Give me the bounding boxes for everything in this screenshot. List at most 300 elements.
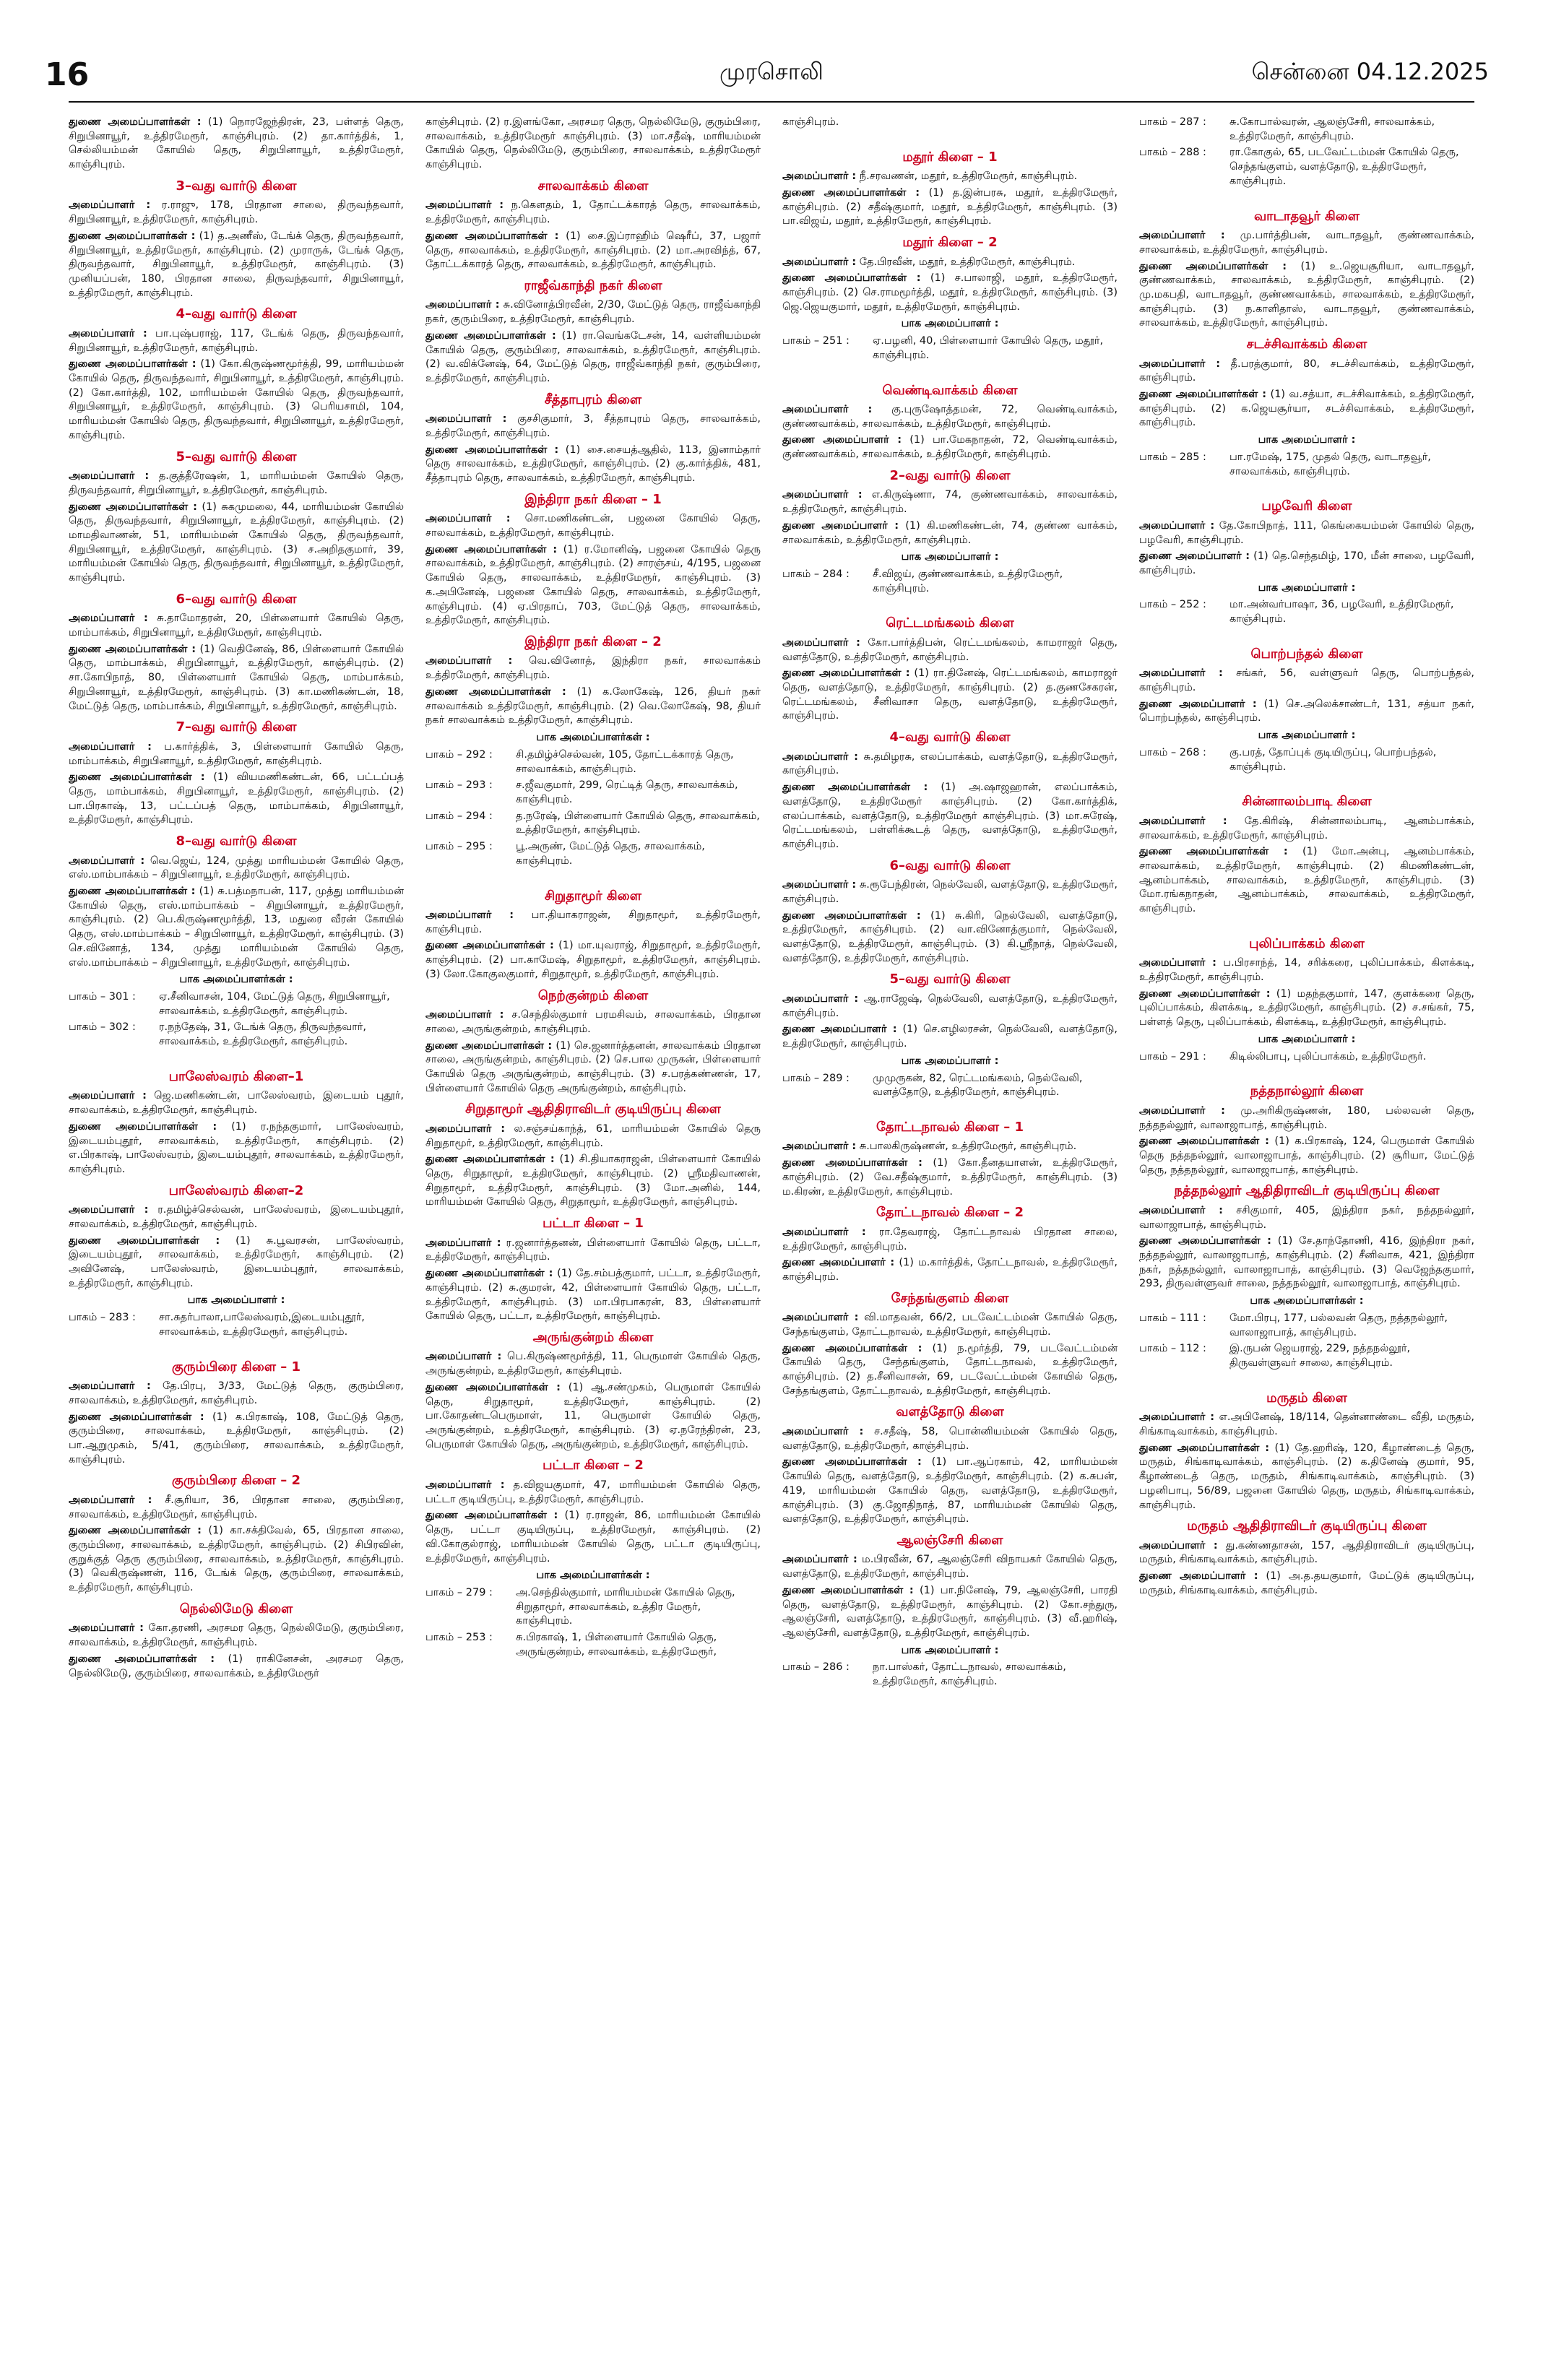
member-entry [782,186,1118,229]
member-entry [782,488,1118,516]
page-number: 16 [45,56,90,93]
role-label: அமைப்பாளர் : [782,992,859,1005]
role-label: அமைப்பாளர் : [425,199,504,212]
member-entry [1139,1539,1474,1567]
role-label: துணை அமைப்பாளர் : [782,434,902,446]
branch-heading: வாடாதவூர் கிளை [1253,208,1360,224]
booth-entry [425,748,761,776]
branch-heading: மருதம் ஆதிதிராவிடர் குடியிருப்பு கிளை [1187,1518,1427,1534]
member-details: ர.ஜனார்த்தனன், பிள்ளையார் கோயில் தெரு, பட்டா, உத்திரமேரூர், காஞ்சிபுரம். [425,1237,761,1263]
member-details: (1) சு.பத்மநாபன், 117, முத்து மாரியம்மன் கோயில் தெரு, எஸ்.மாம்பாக்கம் – சிறுபினாயூர், உத்திரமேரூர், காஞ்சிபுரம். (2) பெ.கிருஷ்ணமூர்த்தி, 13, மதுரை வீரன் கோயில் தெரு, எஸ்.மாம்பாக்கம் – சிறுபினாயூர், உத்திரமேரூர், காஞ்சிபுரம். (3) செ.வினோத், 134, முத்து மாரியம்மன் கோயில் தெரு, எஸ்.மாம்பாக்கம் – சிறுபினாயூர், உத்திரமேரூர், காஞ்சிபுரம். [69,886,404,969]
role-label: துணை அமைப்பாளர்கள் : [69,1525,202,1537]
member-details: (1) சு.பூவரசன், பாலேஸ்வரம், இடையம்புதூர், சாலவாக்கம், உத்திரமேரூர், காஞ்சிபுரம். (2) அவினேஷ், பாலேஸ்வரம், இடையம்புதூர், சாலவாக்கம், உத்திரமேரூர், காஞ்சிபுரம். [69,1234,404,1289]
member-details: தீ.பரத்குமார், 80, சடச்சிவாக்கம், உத்திரமேரூர், காஞ்சிபுரம். [1139,358,1474,384]
member-details: (1) சி.தியாகராஜன், பிள்ளையார் கோயில் தெரு, சிறுதாமூர், உத்திரமேரூர், காஞ்சிபுரம். (2) ஸ்ரீமதிவாணன், சிறுதாமூர், உத்திரமேரூர், காஞ்சிபுரம். (3) மோ.அனில், 144, மாரியம்மன் கோயில் தெரு, சிறுதாமூர், உத்திரமேரூர், காஞ்சிபுரம். [425,1154,761,1208]
subheading: பாக அமைப்பாளர் : [1258,581,1356,594]
branch-heading: குரும்பிரை கிளை – 1 [171,1359,301,1375]
member-details: சு.ரூபேந்திரன், நெல்வேலி, வளத்தோடு, உத்திரமேரூர், காஞ்சிபுரம். [782,879,1118,905]
member-entry [425,654,761,683]
role-label: துணை அமைப்பாளர்கள் : [425,543,558,555]
booth-number: பாகம் – 302 : [69,1021,136,1034]
member-entry [69,1120,404,1177]
member-details: (1) ரா.தினேஷ், ரெட்டமங்கலம், காமராஜர் தெரு, வளத்தோடு, உத்திரமேரூர், காஞ்சிபுரம். (2) த.குணசேகரன், ரெட்டமங்கலம், சீனிவாசா தெரு, வளத்தோடு, உத்திரமேரூர், காஞ்சிபுரம். [782,667,1118,722]
member-entry [782,1140,1118,1154]
member-entry [782,909,1118,966]
branch-heading: 4–வது வார்டு கிளை [889,730,1011,745]
subheading: பாக அமைப்பாளர் : [1258,434,1356,446]
member-details: சசிகுமார், 405, இந்திரா நகர், நத்தநல்லூர், வாலாஜாபாத், காஞ்சிபுரம். [1139,1204,1474,1231]
role-label: துணை அமைப்பாளர்கள் : [782,1456,922,1468]
branch-heading: சாலவாக்கம் கிளை [537,178,649,194]
role-label: துணை அமைப்பாளர்கள் : [69,886,196,897]
member-entry [425,230,761,272]
booth-number: பாகம் – 268 : [1139,746,1206,758]
member-entry [782,403,1118,431]
role-label: துணை அமைப்பாளர்கள் : [782,667,910,680]
spacer [1139,191,1474,203]
member-entry [1139,1570,1474,1598]
booth-detail: இ.ருபன் ஜெயராஜ், 229, நத்தநல்லூர், திருவள்ளுவர் சாலை, காஞ்சிபுரம். [1229,1343,1411,1369]
member-details: (1) ர.ராஜன், 86, மாரியம்மன் கோயில் தெரு, பட்டா குடியிருப்பு, உத்திரமேரூர், காஞ்சிபுரம். (2) வி.கோகுல்ராஜ், மாரியம்மன் கோயில் தெரு, பட்டா குடியிருப்பு, உத்திரமேரூர், காஞ்சிபுரம். [425,1510,761,1565]
booth-detail: ர.நந்தேஷ், 31, டேங்க் தெரு, திருவந்தவார், சாலவாக்கம், உத்திரமேரூர், காஞ்சிபுரம். [159,1021,366,1048]
branch-heading: பழவேரி கிளை [1261,498,1352,514]
booth-number: பாகம் – 252 : [1139,599,1206,611]
member-entry [69,1622,404,1650]
member-entry [425,685,761,728]
member-entry [69,116,404,173]
role-label: துணை அமைப்பாளர்கள் : [69,643,196,655]
branch-heading: மதூர் கிளை – 1 [902,149,998,165]
role-label: அமைப்பாளர் : [782,1141,857,1153]
subheading: பாக அமைப்பாளர்கள் : [536,732,650,744]
member-details: (1) ரா.வெங்கடேசன், 14, வள்ளியம்மன் கோயில் தெரு, குரும்பிரை, சாலவாக்கம், உத்திரமேரூர், காஞ்சிபுரம். (2) வ.விக்னேஷ், 64, மேட்டுத் தெரு, ராஜீவ்காந்தி நகர், குரும்பிரை, உத்திரமேரூர், காஞ்சிபுரம். [425,329,761,384]
member-entry [69,199,404,227]
role-label: அமைப்பாளர் : [69,199,151,212]
member-entry [782,1023,1118,1051]
role-label: துணை அமைப்பாளர்கள் : [425,1510,558,1522]
member-entry [1139,229,1474,257]
member-details: ச.சதீஷ், 58, பொன்னியம்மன் கோயில் தெரு, வளத்தோடு, உத்திரமேரூர், காஞ்சிபுரம். [782,1425,1118,1452]
branch-heading: 2–வது வார்டு கிளை [889,467,1011,483]
role-label: அமைப்பாளர் : [69,1090,147,1102]
member-details: (1) சை.இப்ராஹிம் ஷெரீப், 37, பஜார் தெரு, சாலவாக்கம், உத்திரமேரூர், காஞ்சிபுரம். (2) மா.அரவிந்த், 67, தோட்டக்காரத் தெரு, சாலவாக்கம், உத்திரமேரூர், காஞ்சிபுரம். [425,230,761,271]
role-label: அமைப்பாளர் : [782,170,857,183]
member-entry [782,878,1118,906]
booth-detail: ஏ.பழனி, 40, பிள்ளையார் கோயில் தெரு, மதூர், காஞ்சிபுரம். [873,335,1104,361]
spacer [69,1052,404,1063]
member-details: எ.அபினேஷ், 18/114, தென்னாண்டை வீதி, மருதம், சிங்காடிவாக்கம், காஞ்சிபுரம். [1139,1411,1474,1437]
role-label: துணை அமைப்பாளர்கள் : [69,358,196,371]
subheading: பாக அமைப்பாளர்கள் : [536,1570,650,1582]
branch-heading: பொற்பந்தல் கிளை [1250,646,1363,662]
role-label: துணை அமைப்பாளர்கள் : [425,329,556,342]
booth-number: பாகம் – 111 : [1139,1312,1206,1324]
member-entry [69,230,404,301]
role-label: அமைப்பாளர் : [1139,230,1225,242]
member-details: தே.கிரிஷ், சின்னாலம்பாடி, ஆனம்பாக்கம், சாலவாக்கம், உத்திரமேரூர், காஞ்சிபுரம். [1139,815,1474,841]
member-details: சீ.சூரியா, 36, பிரதான சாலை, குரும்பிரை, சாலவாக்கம், உத்திரமேரூர், காஞ்சிபுரம். [69,1494,404,1520]
role-label: அமைப்பாளர் : [782,404,873,416]
branch-heading: 4–வது வார்டு கிளை [176,306,297,322]
column-2 [425,116,761,2362]
branch-heading: சின்னாலம்பாடி கிளை [1242,794,1372,810]
booth-entry [1139,1342,1474,1370]
member-details: வி.மாதவன், 66/2, படவேட்டம்மன் கோயில் தெரு, சேந்தங்குளம், தோட்டநாவல், உத்திரமேரூர், காஞ்சிபுரம். [782,1312,1118,1338]
booth-entry [69,990,404,1018]
role-label: அமைப்பாளர் : [69,327,147,339]
role-label: அமைப்பாளர் : [69,854,145,867]
branch-heading: சீத்தாபுரம் கிளை [544,391,642,407]
branch-heading: சிறுதாமூர் கிளை [545,888,641,904]
member-details: (1) பா.ஆப்ரகாம், 42, மாரியம்மன் கோயில் தெரு, வளத்தோடு, உத்திரமேரூர், காஞ்சிபுரம். (2) க.சுபன், 419, மாரியம்மன் கோயில் தெரு, வளத்தோடு, உத்திரமேரூர், காஞ்சிபுரம். (3) கு.ஜோதிநாத், 87, மாரியம்மன் கோயில் தெரு, வளத்தோடு, உத்திரமேரூர், காஞ்சிபுரம். [782,1456,1118,1526]
booth-detail: பூ.அருண், மேட்டுத் தெரு, சாலவாக்கம், காஞ்சிபுரம். [516,841,705,867]
role-label: துணை அமைப்பாளர்கள் : [425,230,559,242]
member-entry [782,1425,1118,1453]
role-label: அமைப்பாளர் : [69,613,148,625]
booth-detail: பா.ரமேஷ், 175, முதல் தெரு, வாடாதவூர், சாலவாக்கம், காஞ்சிபுரம். [1229,451,1431,477]
member-entry [782,992,1118,1021]
member-details: சொ.மணிகண்டன், பஜனை கோயில் தெரு, சாலவாக்கம், உத்திரமேரூர், காஞ்சிபுரம். [425,513,761,539]
member-entry [69,854,404,883]
member-entry [425,1509,761,1566]
role-label: துணை அமைப்பாளர்கள் : [69,1234,220,1247]
subheading: பாக அமைப்பாளர் : [901,318,999,330]
member-entry [425,1153,761,1210]
booth-entry [425,779,761,807]
branch-heading: நெல்லிமேடு கிளை [179,1601,293,1617]
member-details: (1) வியமணிகண்டன், 66, பட்டப்பத் தெரு, மாம்பாக்கம், சிறுபினாயூர், உத்திரமேரூர், காஞ்சிபுரம். (2) பா.பிரகாஷ், 13, பட்டப்பத் தெரு, மாம்பாக்கம், சிறுபினாயூர், உத்திரமேரூர், காஞ்சிபுரம். [69,771,404,826]
member-entry [1139,1204,1474,1232]
member-details: (1) ச.பாலாஜி, மதூர், உத்திரமேரூர், காஞ்சிபுரம். (2) செ.ராமமூர்த்தி, மதூர், உத்திரமேரூர், காஞ்சிபுரம். (3) ஜெ.ஜெயகுமார், மதூர், உத்திரமேரூர், காஞ்சிபுரம். [782,272,1118,313]
member-details: (1) க.லோகேஷ், 126, தியர் நகர் சாலவாக்கம் உத்திரமேரூர், காஞ்சிபுரம். (2) வெ.லோகேஷ், 98, தியர் நகர் சாலவாக்கம் உத்திரமேரூர், காஞ்சிபுரம். [425,685,761,727]
spacer [782,132,1118,144]
member-details: ந.கௌதம், 1, தோட்டக்காரத் தெரு, சாலவாக்கம், உத்திரமேரூர், காஞ்சிபுரம். [425,199,761,226]
branch-heading: நத்தநல்லூர் ஆதிதிராவிடர் குடியிருப்பு கிளை [1174,1183,1440,1199]
member-details: (1) தெ.செந்தமிழ், 170, மீன் சாலை, பழவேரி, காஞ்சிபுரம். [1139,550,1474,576]
role-label: அமைப்பாளர் : [782,1312,859,1324]
booth-number: பாகம் – 294 : [425,810,493,822]
dateline: சென்னை 04.12.2025 [1251,58,1489,85]
booth-entry [1139,451,1474,479]
role-label: அமைப்பாளர் : [425,413,507,425]
role-label: அமைப்பாளர் : [69,1494,152,1506]
branch-heading: சிறுதாமூர் ஆதிதிராவிடர் குடியிருப்பு கிளை [465,1102,721,1117]
member-entry [1139,519,1474,548]
member-entry [69,1234,404,1291]
role-label: துணை அமைப்பாளர்கள் : [69,771,205,784]
role-label: அமைப்பாளர் : [69,740,152,753]
member-details: மு.பார்த்திபன், வாடாதவூர், குண்ணவாக்கம், சாலவாக்கம், உத்திரமேரூர், காஞ்சிபுரம். [1139,230,1474,256]
member-entry [782,433,1118,462]
member-entry [425,909,761,937]
spacer [1139,1373,1474,1385]
member-entry [69,1203,404,1232]
booth-detail: மோ.பிரபு, 177, பல்லவன் தெரு, நத்தநல்லூர், வாலாஜாபாத், காஞ்சிபுரம். [1229,1312,1448,1338]
article-columns [69,116,1474,2362]
booth-detail: சு.கோபால்வரன், ஆலஞ்சேரி, சாலவாக்கம், உத்திரமேரூர், காஞ்சிபுரம். [1229,116,1435,142]
branch-heading: 7–வது வார்டு கிளை [176,719,297,735]
member-entry [782,519,1118,548]
role-label: துணை அமைப்பாளர்கள் : [1139,1135,1269,1148]
member-entry [69,1380,404,1408]
member-entry [425,1039,761,1096]
member-details: (1) கா.சக்திவேல், 65, பிரதான சாலை, குரும்பிரை, சாலவாக்கம், உத்திரமேரூர், காஞ்சிபுரம். (2) சிபிரவின், குறுக்குத் தெரு குரும்பிரை, சாலவாக்கம், உத்திரமேரூர், காஞ்சிபுரம். (3) வெகிருஷ்ணன், 116, டேங்க் தெரு, குரும்பிரை, சாலவாக்கம், உத்திரமேரூர், காஞ்சிபுரம். [69,1525,404,1594]
branch-heading: ரெட்டமங்கலம் கிளை [886,615,1014,631]
member-entry [782,116,1118,130]
booth-number: பாகம் – 289 : [782,1072,850,1084]
member-entry [69,1494,404,1522]
member-details: (1) த.அணீஸ், டேங்க் தெரு, திருவந்தவார், சிறுபினாயூர், உத்திரமேரூர், காஞ்சிபுரம். (2) முராருக், டேங்க் தெரு, திருவந்தவார், சிறுபினாயூர், உத்திரமேரூர், காஞ்சிபுரம். (3) முனியப்பன், 180, பிரதான சாலை, திருவந்தவார், சிறுபினாயூர், உத்திரமேரூர், காஞ்சிபுரம். [69,230,404,299]
member-details: (1) சுகமுமலை, 44, மாரியம்மன் கோயில் தெரு, திருவந்தவார், சிறுபினாயூர், உத்திரமேரூர், காஞ்சிபுரம். (2) மாமதிவாணன், 51, மாரியம்மன் கோயில் தெரு, திருவந்தவார், சிறுபினாயூர், உத்திரமேரூர், காஞ்சிபுரம். (3) ச.அறிதகுமார், 39, மாரியம்மன் கோயில் தெரு, திருவந்தவார், சிறுபினாயூர், உத்திரமேரூர், காஞ்சிபுரம். [69,501,404,584]
newspaper-title: முரசொலி [719,58,824,85]
member-details: மு.அரிகிருஷ்ணன், 180, பல்லவன் தெரு, நத்தநல்லூர், வாலாஜாபாத், காஞ்சிபுரம். [1139,1104,1474,1131]
role-label: துணை அமைப்பாளர்கள் : [782,1584,914,1596]
column-3 [782,116,1118,2362]
member-details: (1) ம.கார்த்திக், தோட்டநாவல், உத்திரமேரூர், காஞ்சிபுரம். [782,1257,1118,1283]
spacer [782,598,1118,610]
branch-heading: புலிப்பாக்கம் கிளை [1249,935,1365,951]
member-details: தே.கோபிநாத், 111, கெங்கையம்மன் கோயில் தெரு, பழவேரி, காஞ்சிபுரம். [1139,519,1474,546]
member-details: (1) பா.மேகநாதன், 72, வெண்டிவாக்கம், குண்ணவாக்கம், சாலவாக்கம், உத்திரமேரூர், காஞ்சிபுரம். [782,434,1118,461]
branch-heading: 8–வது வார்டு கிளை [176,834,297,849]
role-label: அமைப்பாளர் : [69,1380,151,1393]
member-entry [782,272,1118,314]
member-entry [1139,1135,1474,1177]
member-details: (1) ஆ.சண்முகம், பெருமாள் கோயில் தெரு, சிறுதாமூர், உத்திரமேரூர், காஞ்சிபுரம். (2) பா.கோதண்டபெருமாள், 11, பெருமாள் கோயில் தெரு, அருங்குன்றம், உத்திரமேரூர், காஞ்சிபுரம். (3) ஏ.நரேந்திரன், 23, பெருமாள் கோயில் தெரு, அருங்குன்றம், உத்திரமேரூர், காஞ்சிபுரம். [425,1381,761,1450]
booth-number: பாகம் – 293 : [425,779,493,792]
member-details: (1) மதந்தகுமார், 147, குளக்கரை தெரு, புலிப்பாக்கம், கிளக்கடி, உத்திரமேரூர், காஞ்சிபுரம். (2) ச.சங்கர், 75, பள்ளத் தெரு, புலிப்பாக்கம், கிளக்கடி, உத்திரமேரூர், காஞ்சிபுரம். [1139,987,1474,1029]
member-entry [1139,550,1474,578]
role-label: துணை அமைப்பாளர்கள் : [782,909,921,922]
member-entry [782,1553,1118,1581]
booth-entry [782,568,1118,596]
booth-number: பாகம் – 253 : [425,1632,493,1644]
role-label: அமைப்பாளர் : [1139,519,1215,532]
role-label: துணை அமைப்பாளர்கள் : [69,1120,217,1133]
member-details: குசசிகுமார், 3, சீத்தாபுரம் தெரு, சாலவாக்கம், உத்திரமேரூர், காஞ்சிபுரம். [425,413,761,439]
member-entry [782,1311,1118,1339]
booth-entry [425,810,761,838]
member-entry [69,1653,404,1681]
member-details: (1) மோ.அன்பு, ஆனம்பாக்கம், சாலவாக்கம், உத்திரமேரூர், காஞ்சிபுரம். (2) கிமணிகண்டன், ஆனம்பாக்கம், சாலவாக்கம், உத்திரமேரூர், காஞ்சிபுரம். (3) மோ.ரங்கநாதன், ஆனம்பாக்கம், சாலவாக்கம், உத்திரமேரூர், காஞ்சிபுரம். [1139,846,1474,915]
branch-heading: ஆலஞ்சேரி கிளை [896,1532,1003,1548]
member-details: (1) ர.நந்தகுமார், பாலேஸ்வரம், இடையம்புதூர், சாலவாக்கம், உத்திரமேரூர், காஞ்சிபுரம். (2) எ.பிரகாஷ், பாலேஸ்வரம், இடையம்புதூர், சாலவாக்கம், உத்திரமேரூர், காஞ்சிபுரம். [69,1120,404,1175]
booth-entry [69,1311,404,1339]
member-entry [782,1455,1118,1527]
role-label: துணை அமைப்பாளர்கள் : [425,1268,553,1280]
role-label: அமைப்பாளர் : [1139,1104,1225,1117]
branch-heading: பட்டா கிளை – 1 [543,1216,644,1232]
role-label: அமைப்பாளர் : [425,1009,504,1021]
branch-heading: வெண்டிவாக்கம் கிளை [882,382,1018,398]
member-details: வெ.ஜெய், 124, முத்து மாரியம்மன் கோயில் தெரு, எஸ்.மாம்பாக்கம் – சிறுபினாயூர், உத்திரமேரூர், காஞ்சிபுரம். [69,854,404,881]
member-entry [782,1226,1118,1254]
booth-entry [1139,746,1474,774]
member-entry [425,543,761,628]
member-details: பெ.கிருஷ்ணமூர்த்தி, 11, பெருமாள் கோயில் தெரு, அருங்குன்றம், உத்திரமேரூர், காஞ்சிபுரம். [425,1351,761,1377]
member-details: எ.கிருஷ்ணா, 74, குண்ணவாக்கம், சாலவாக்கம், உத்திரமேரூர், காஞ்சிபுரம். [782,489,1118,516]
branch-heading: அருங்குன்றம் கிளை [532,1329,654,1345]
booth-number: பாகம் – 288 : [1139,147,1206,159]
member-entry [425,199,761,227]
member-details: (1) பா.நினேஷ், 79, ஆலஞ்சேரி, பாரதி தெரு, வளத்தோடு, உத்திரமேரூர், காஞ்சிபுரம். (2) கோ.சந்துரு, ஆலஞ்சேரி, வளத்தோடு, உத்திரமேரூர், காஞ்சிபுரம். (3) வீ.ஹரிஷ், ஆலஞ்சேரி, வளத்தோடு, உத்திரமேரூர், காஞ்சிபுரம். [782,1584,1118,1639]
role-label: அமைப்பாளர் : [69,1204,149,1216]
member-details: (1) செ.எழிலரசன், நெல்வேலி, வளத்தோடு, உத்திரமேரூர், காஞ்சிபுரம். [782,1024,1118,1050]
member-entry [425,1381,761,1453]
branch-heading: தோட்டநாவல் கிளை – 2 [876,1205,1024,1221]
member-entry [69,643,404,714]
booth-number: பாகம் – 284 : [782,568,850,580]
role-label: துணை அமைப்பாளர் : [1139,1570,1258,1583]
role-label: துணை அமைப்பாளர்கள் : [782,1342,922,1354]
member-entry [425,512,761,540]
role-label: அமைப்பாளர் : [782,636,860,649]
member-details: ர.தமிழ்ச்செல்வன், பாலேஸ்வரம், இடையம்புதூர், சாலவாக்கம், உத்திரமேரூர், காஞ்சிபுரம். [69,1204,404,1230]
branch-heading: சடச்சிவாக்கம் கிளை [1246,337,1367,352]
member-entry [425,1237,761,1265]
spacer [1139,481,1474,493]
spacer [782,1102,1118,1114]
role-label: துணை அமைப்பாளர்கள் : [1139,389,1267,400]
member-details: (1) ராகினேசன், அரசமர தெரு, நெல்லிமேடு, குரும்பிரை, சாலவாக்கம், உத்திரமேரூர் [69,1653,404,1679]
spacer [1139,629,1474,641]
branch-heading: 3–வது வார்டு கிளை [176,178,297,194]
role-label: துணை அமைப்பாளர்கள் : [782,272,921,285]
branch-heading: நத்தநால்லூர் கிளை [1250,1083,1364,1099]
member-entry [1139,845,1474,917]
member-details: சு.வினோத்பிரவீன், 2/30, மேட்டுத் தெரு, ராஜீவ்காந்தி நகர், குரும்பிரை, உத்திரமேரூர், காஞ்சிபுரம். [425,299,761,326]
member-entry [1139,1104,1474,1133]
role-label: துணை அமைப்பாளர்கள் : [1139,846,1288,858]
spacer [782,365,1118,377]
booth-detail: முமுருகன், 82, ரெட்டமங்கலம், நெல்வேலி, வளத்தோடு, உத்திரமேரூர், காஞ்சிபுரம். [873,1072,1083,1099]
role-label: துணை அமைப்பாளர்கள் : [1139,1442,1270,1454]
booth-number: பாகம் – 295 : [425,841,493,853]
booth-detail: கு.பரத், தோப்புக் குடியிருப்பு, பொற்பந்தல், காஞ்சிபுரம். [1229,746,1437,773]
branch-heading: பட்டா கிளை – 2 [543,1458,644,1474]
role-label: அமைப்பாளர் : [782,1425,864,1437]
role-label: அமைப்பாளர் : [1139,667,1223,680]
booth-number: பாகம் – 279 : [425,1586,493,1598]
member-details: (1) சை.சையத்ஆதில், 113, இனாம்தார் தெரு சாலவாக்கம், உத்திரமேரூர், காஞ்சிபுரம். (2) கு.கார்த்திக், 481, சீத்தாபுரம் தெரு, சாலவாக்கம், உத்திரமேரூர், காஞ்சிபுரம். [425,443,761,485]
member-details: ப.கார்த்திக், 3, பிள்ளையார் கோயில் தெரு, மாம்பாக்கம், சிறுபினாயூர், உத்திரமேரூர், காஞ்சிபுரம். [69,740,404,767]
booth-number: பாகம் – 251 : [782,335,850,347]
booth-entry [782,334,1118,363]
member-entry [782,170,1118,184]
role-label: துணை அமைப்பாளர்கள் : [425,1039,553,1052]
role-label: அமைப்பாளர் : [425,1351,502,1363]
member-entry [1139,1234,1474,1291]
member-entry [1139,987,1474,1030]
member-entry [782,636,1118,665]
member-entry [69,358,404,443]
member-details: (1) அ.த.தயகுமார், மேட்டுக் குடியிருப்பு, மருதம், சிங்காடிவாக்கம், காஞ்சிபுரம். [1139,1570,1474,1596]
booth-number: பாகம் – 285 : [1139,451,1206,463]
role-label: அமைப்பாளர் : [1139,1411,1215,1424]
member-details: (1) கோ.தீனதயாளன், உத்திரமேரூர், காஞ்சிபுரம். (2) வே.சதீஷ்குமார், உத்திரமேரூர், காஞ்சிபுரம். (3) ம.கிரண், உத்திரமேரூர், காஞ்சிபுரம். [782,1157,1118,1198]
role-label: அமைப்பாளர் : [425,1122,506,1135]
member-entry [425,939,761,982]
booth-detail: சு.பிரகாஷ், 1, பிள்ளையார் கோயில் தெரு, அருங்குன்றம், சாலவாக்கம், உத்திரமேரூர், [516,1632,717,1658]
member-entry [1139,358,1474,386]
member-details: வெ.வினோத், இந்திரா நகர், சாலவாக்கம் உத்திரமேரூர், காஞ்சிபுரம். [425,655,761,682]
member-details: ஆ.ராஜேஷ், நெல்வேலி, வளத்தோடு, உத்திரமேரூர், காஞ்சிபுரம். [782,992,1118,1019]
branch-heading: 6–வது வார்டு கிளை [889,857,1011,873]
member-entry [425,1479,761,1507]
member-entry [782,1584,1118,1641]
member-details: கோ.தரணி, அரசமர தெரு, நெல்லிமேடு, குரும்பிரை, சாலவாக்கம், உத்திரமேரூர், காஞ்சிபுரம். [69,1622,404,1649]
booth-detail: சீ.விஜய், குண்ணவாக்கம், உத்திரமேரூர், காஞ்சிபுரம். [873,568,1063,594]
member-entry [425,1350,761,1378]
member-entry [69,612,404,640]
role-label: துணை அமைப்பாளர் : [782,519,899,532]
booth-detail: சா.சுதர்பாலா,பாலேஸ்வரம்,இடையம்புதூர், சாலவாக்கம், உத்திரமேரூர், காஞ்சிபுரம். [159,1312,365,1338]
member-entry [782,1256,1118,1284]
role-label: அமைப்பாளர் : [782,879,857,891]
member-entry [69,740,404,769]
booth-number: பாகம் – 291 : [1139,1050,1206,1063]
column-1 [69,116,404,2362]
member-details: கு.புருஷோத்தமன், 72, வெண்டிவாக்கம், குண்ணவாக்கம், சாலவாக்கம், உத்திரமேரூர், காஞ்சிபுரம். [782,404,1118,430]
role-label: அமைப்பாளர் : [1139,1539,1218,1552]
member-entry [1139,698,1474,726]
member-details: து.கண்ணதாசன், 157, ஆதிதிராவிடர் குடியிருப்பு, மருதம், சிங்காடிவாக்கம், காஞ்சிபுரம். [1139,1539,1474,1566]
subheading: பாக அமைப்பாளர் : [901,1644,999,1656]
booth-entry [425,1631,761,1659]
member-entry [425,1122,761,1151]
role-label: துணை அமைப்பாளர் : [1139,550,1250,563]
booth-number: பாகம் – 301 : [69,991,136,1003]
booth-entry [425,1586,761,1629]
branch-heading: மருதம் கிளை [1266,1390,1347,1406]
member-details: (1) க.பிரகாஷ், 108, மேட்டுத் தெரு, குரும்பிரை, சாலவாக்கம், உத்திரமேரூர், காஞ்சிபுரம். (2) பா.ஆறுமுகம், 5/41, குரும்பிரை, சாலவாக்கம், உத்திரமேரூர், காஞ்சிபுரம். [69,1411,404,1466]
spacer [425,871,761,883]
member-details: ரா.தேவராஜ், தோட்டநாவல் பிரதான சாலை, உத்திரமேரூர், காஞ்சிபுரம். [782,1226,1118,1252]
branch-heading: 6–வது வார்டு கிளை [176,591,297,607]
subheading: பாக அமைப்பாளர் : [187,1294,285,1307]
member-entry [1139,956,1474,985]
member-entry [1139,1411,1474,1439]
spacer [1139,1066,1474,1078]
member-details: தே.பிரபு, 3/33, மேட்டுத் தெரு, குரும்பிரை, சாலவாக்கம், உத்திரமேரூர், காஞ்சிபுரம். [69,1380,404,1406]
member-entry [69,501,404,586]
role-label: துணை அமைப்பாளர்கள் : [782,1157,922,1169]
booth-detail: ரா.கோகுல், 65, படவேட்டம்மன் கோயில் தெரு, செந்தங்குளம், வளத்தோடு, உத்திரமேரூர், காஞ்சிபுரம். [1229,147,1459,187]
member-entry [782,667,1118,724]
booth-detail: சி.தமிழ்ச்செல்வன், 105, தோட்டக்காரத் தெரு, சாலவாக்கம், காஞ்சிபுரம். [516,748,734,775]
member-details: ர.ராஜு, 178, பிரதான சாலை, திருவந்தவார், சிறுபினாயூர், உத்திரமேரூர், காஞ்சிபுரம். [69,199,404,226]
role-label: அமைப்பாளர் : [425,909,514,921]
role-label: துணை அமைப்பாளர்கள் : [69,501,197,513]
member-details: (1) சு.கிரி, நெல்வேலி, வளத்தோடு, உத்திரமேரூர், காஞ்சிபுரம். (2) வா.வினோத்குமார், நெல்வேலி, வளத்தோடு, உத்திரமேரூர், காஞ்சிபுரம். (3) கி.ஸ்ரீநாத், நெல்வேலி, வளத்தோடு, உத்திரமேரூர், காஞ்சிபுரம். [782,909,1118,964]
booth-entry [1139,146,1474,189]
member-details: (1) வெதினேஷ், 86, பிள்ளையார் கோயில் தெரு, மாம்பாக்கம், சிறுபினாயூர், உத்திரமேரூர், காஞ்சிபுரம். (2) சா.கோபிநாத், 80, பிள்ளையார் கோயில் தெரு, மாம்பாக்கம், சிறுபினாயூர், உத்திரமேரூர், காஞ்சிபுரம். (3) கா.மணிகண்டன், 18, மேட்டுத் தெரு, மாம்பாக்கம், சிறுபினாயூர், உத்திரமேரூர், காஞ்சிபுரம். [69,643,404,712]
role-label: அமைப்பாளர் : [1139,1204,1223,1216]
member-details: (1) நொரஜேந்திரன், 23, பள்ளத் தெரு, சிறுபினாயூர், உத்திரமேரூர், காஞ்சிபுரம். (2) தா.கார்த்திக், 1, செல்லியம்மன் கோயில் தெரு, சிறுபினாயூர், உத்திரமேரூர், காஞ்சிபுரம். [69,116,404,171]
role-label: அமைப்பாளர் : [425,1479,505,1491]
member-details: (1) த.இன்பரசு, மதூர், உத்திரமேரூர், காஞ்சிபுரம். (2) சதீஷ்குமார், மதூர், உத்திரமேரூர், காஞ்சிபுரம். (3) பா.விஜய், மதூர், உத்திரமேரூர், காஞ்சிபுரம். [782,186,1118,228]
subheading: பாக அமைப்பாளர்கள் : [1250,1295,1364,1307]
booth-entry [1139,598,1474,626]
role-label: துணை அமைப்பாளர்கள் : [69,116,202,128]
member-entry [1139,667,1474,695]
role-label: துணை அமைப்பாளர் : [782,1024,897,1036]
role-label: அமைப்பாளர் : [782,1554,857,1566]
member-details: (1) அ.ஷாஜஹான், எலப்பாக்கம், வளத்தோடு, உத்திரமேரூர் காஞ்சிபுரம். (2) கோ.கார்த்திக், எலப்பாக்கம், வளத்தோடு, உத்திரமேரூர் காஞ்சிபுரம். (3) மா.சுரேஷ், ரெட்டமங்கலம், பள்ளிக்கூடத் தெரு, வளத்தோடு, உத்திரமேரூர், காஞ்சிபுரம். [782,782,1118,850]
member-details: (1) சே.தாந்தோணி, 416, இந்திரா நகர், நத்தநல்லூர், வாலாஜாபாத், காஞ்சிபுரம். (2) சீனிவாசு, 421, இந்திரா நகர், நத்தநல்லூர், வாலாஜாபாத், காஞ்சிபுரம். (3) வெஜேந்தகுமார், 293, திருவள்ளுவர் சாலை, நத்தநல்லூர், வாலாஜாபாத், காஞ்சிபுரம். [1139,1235,1474,1290]
branch-heading: சேந்தங்குளம் கிளை [891,1290,1009,1306]
branch-heading: பாலேஸ்வரம் கிளை–1 [168,1068,304,1084]
